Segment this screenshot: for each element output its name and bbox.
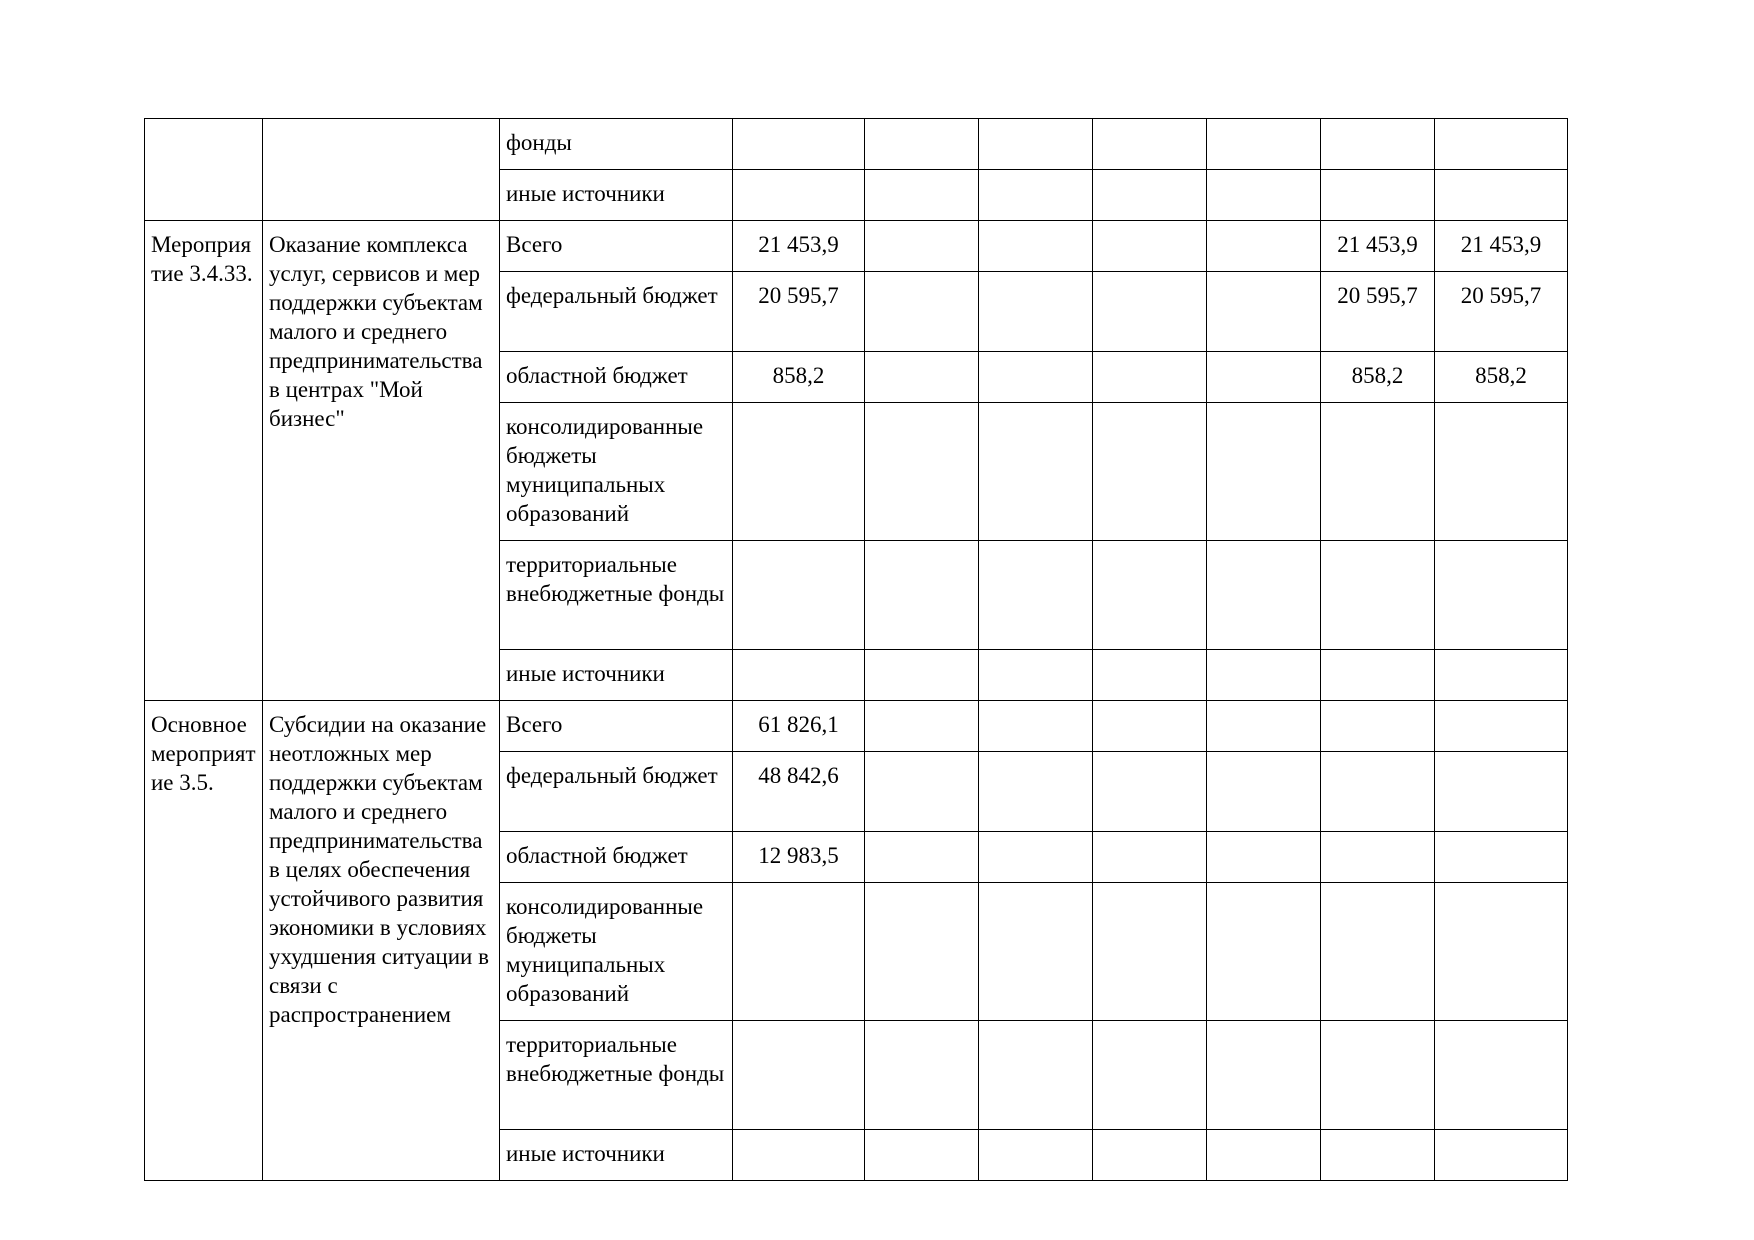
value-cell (979, 541, 1093, 650)
value-cell (979, 1021, 1093, 1130)
value-cell (1093, 701, 1207, 752)
value-cell (1321, 403, 1435, 541)
event-code-cell (145, 119, 263, 221)
value-cell (1321, 119, 1435, 170)
event-code-cell: Основное мероприятие 3.5. (145, 701, 263, 1181)
funding-source-cell: консолидированные бюджеты муниципальных образований (500, 883, 733, 1021)
event-code-cell: Мероприятие 3.4.33. (145, 221, 263, 701)
value-cell (1321, 832, 1435, 883)
value-cell (1207, 221, 1321, 272)
value-cell (1207, 701, 1321, 752)
value-cell: 858,2 (1321, 352, 1435, 403)
value-cell (865, 1021, 979, 1130)
funding-source-cell: Всего (500, 221, 733, 272)
value-cell (733, 170, 865, 221)
value-cell (1435, 1130, 1568, 1181)
value-cell (1207, 752, 1321, 832)
value-cell: 12 983,5 (733, 832, 865, 883)
value-cell (733, 1021, 865, 1130)
value-cell (1207, 170, 1321, 221)
value-cell (979, 352, 1093, 403)
value-cell (1321, 1130, 1435, 1181)
value-cell (865, 883, 979, 1021)
value-cell (733, 1130, 865, 1181)
value-cell (1207, 1021, 1321, 1130)
value-cell (865, 1130, 979, 1181)
value-cell (979, 650, 1093, 701)
value-cell (1093, 752, 1207, 832)
value-cell: 858,2 (733, 352, 865, 403)
value-cell (1093, 170, 1207, 221)
value-cell (865, 272, 979, 352)
funding-source-cell: территориальные внебюджетные фонды (500, 1021, 733, 1130)
funding-source-cell: областной бюджет (500, 352, 733, 403)
funding-source-cell: федеральный бюджет (500, 752, 733, 832)
value-cell (1207, 1130, 1321, 1181)
value-cell: 20 595,7 (733, 272, 865, 352)
table-row (145, 701, 1568, 752)
value-cell (1093, 1130, 1207, 1181)
value-cell (1093, 650, 1207, 701)
value-cell (733, 650, 865, 701)
value-cell (979, 403, 1093, 541)
event-name-cell: Субсидии на оказание неотложных мер поддержки субъектам малого и среднего предпринимательства в целях обеспечения устойчивого развития экономики в условиях ухудшения ситуации в связи с распространением (263, 701, 500, 1181)
value-cell (1093, 541, 1207, 650)
value-cell (979, 1130, 1093, 1181)
value-cell (1093, 352, 1207, 403)
value-cell (1093, 119, 1207, 170)
value-cell (1435, 1021, 1568, 1130)
value-cell (733, 119, 865, 170)
value-cell (865, 403, 979, 541)
table-row (145, 221, 1568, 272)
value-cell (865, 541, 979, 650)
value-cell (1093, 832, 1207, 883)
value-cell (1207, 119, 1321, 170)
value-cell: 21 453,9 (1435, 221, 1568, 272)
funding-source-cell: федеральный бюджет (500, 272, 733, 352)
value-cell (733, 541, 865, 650)
value-cell (865, 352, 979, 403)
funding-source-cell: иные источники (500, 170, 733, 221)
funding-source-cell: территориальные внебюджетные фонды (500, 541, 733, 650)
budget-table (144, 118, 1568, 1181)
value-cell (1435, 650, 1568, 701)
funding-source-cell: иные источники (500, 1130, 733, 1181)
funding-source-cell: областной бюджет (500, 832, 733, 883)
value-cell (865, 119, 979, 170)
value-cell: 858,2 (1435, 352, 1568, 403)
value-cell: 21 453,9 (733, 221, 865, 272)
value-cell: 20 595,7 (1435, 272, 1568, 352)
value-cell (1207, 403, 1321, 541)
value-cell: 21 453,9 (1321, 221, 1435, 272)
value-cell (1435, 701, 1568, 752)
value-cell (1093, 221, 1207, 272)
value-cell (1207, 352, 1321, 403)
value-cell (979, 752, 1093, 832)
value-cell (733, 883, 865, 1021)
value-cell (1321, 1021, 1435, 1130)
value-cell (979, 170, 1093, 221)
value-cell (1207, 272, 1321, 352)
funding-source-cell: Всего (500, 701, 733, 752)
value-cell (733, 403, 865, 541)
value-cell (1435, 403, 1568, 541)
value-cell (865, 170, 979, 221)
value-cell (1435, 541, 1568, 650)
funding-source-cell: фонды (500, 119, 733, 170)
value-cell (979, 272, 1093, 352)
value-cell (979, 119, 1093, 170)
value-cell (1093, 1021, 1207, 1130)
event-name-cell: Оказание комплекса услуг, сервисов и мер поддержки субъектам малого и среднего предпринимательства в центрах "Мой бизнес" (263, 221, 500, 701)
value-cell (979, 883, 1093, 1021)
value-cell: 48 842,6 (733, 752, 865, 832)
value-cell (1093, 883, 1207, 1021)
value-cell (1321, 883, 1435, 1021)
value-cell (1435, 752, 1568, 832)
event-name-cell (263, 119, 500, 221)
value-cell (1093, 403, 1207, 541)
value-cell (865, 752, 979, 832)
value-cell (1207, 650, 1321, 701)
value-cell (979, 832, 1093, 883)
funding-source-cell: консолидированные бюджеты муниципальных образований (500, 403, 733, 541)
value-cell (1435, 883, 1568, 1021)
value-cell (1435, 170, 1568, 221)
table-body (145, 119, 1568, 1181)
value-cell (1321, 541, 1435, 650)
value-cell (865, 832, 979, 883)
value-cell (1207, 883, 1321, 1021)
value-cell (979, 221, 1093, 272)
value-cell (1207, 832, 1321, 883)
value-cell (1435, 119, 1568, 170)
value-cell (979, 701, 1093, 752)
value-cell: 20 595,7 (1321, 272, 1435, 352)
value-cell (865, 650, 979, 701)
table-row (145, 119, 1568, 170)
value-cell: 61 826,1 (733, 701, 865, 752)
value-cell (865, 701, 979, 752)
value-cell (1093, 272, 1207, 352)
value-cell (1207, 541, 1321, 650)
value-cell (1321, 650, 1435, 701)
value-cell (1321, 170, 1435, 221)
value-cell (1321, 701, 1435, 752)
funding-source-cell: иные источники (500, 650, 733, 701)
value-cell (1435, 832, 1568, 883)
value-cell (1321, 752, 1435, 832)
value-cell (865, 221, 979, 272)
